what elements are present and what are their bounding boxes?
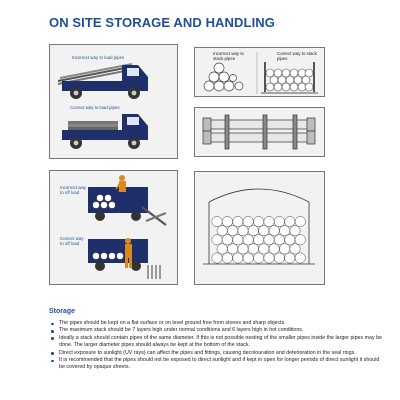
caption-correct-load: Correct way to load pipes — [70, 105, 120, 110]
pipe-cross-section — [217, 226, 227, 236]
storage-guidelines-list — [49, 320, 384, 372]
pipe-cross-section — [243, 235, 253, 245]
pipe-cross-section — [222, 216, 232, 226]
pipe-cross-section — [238, 244, 248, 254]
pipe-cross-section — [279, 244, 289, 254]
pipe-cross-section — [212, 235, 222, 245]
pipe-cross-section — [227, 226, 237, 236]
pipe-cross-section — [253, 235, 263, 245]
pipe-cross-section — [222, 253, 232, 263]
pipe-stacking-figure — [194, 47, 325, 97]
incorrect-load-truck — [58, 64, 148, 99]
pipe-cross-section — [243, 216, 253, 226]
pipe-cross-section — [290, 244, 300, 254]
pipe-cross-section — [253, 253, 263, 263]
truck-loading-figure — [49, 44, 178, 159]
incorrect-offload — [88, 175, 166, 225]
pipe-cross-section — [248, 226, 258, 236]
pipe-cross-section — [233, 235, 243, 245]
caption-incorrect-offload-2: to off load — [60, 190, 80, 195]
caption-incorrect-stack: Incorrect way to stack pipes — [213, 51, 244, 61]
pipe-cross-section — [217, 244, 227, 254]
covered-storage-figure — [194, 171, 325, 285]
pipe-cross-section — [279, 226, 289, 236]
pipe-cross-section — [295, 235, 305, 245]
pipe-cross-section — [222, 235, 232, 245]
caption-correct-stack: Correct way to stack pipes — [277, 51, 317, 61]
caption-incorrect-offload-1: Incorrect way — [60, 185, 87, 190]
incorrect-stack — [204, 63, 243, 91]
offloading-figure — [49, 170, 178, 285]
pipe-cross-section — [295, 253, 305, 263]
caption-incorrect-load: Incorrect way to load pipes — [72, 55, 125, 60]
list-item: The pipes should be kept on a flat surface or on level ground free from stones and sharp objects. — [49, 320, 384, 327]
pipe-cross-section — [274, 235, 284, 245]
correct-offload — [88, 238, 160, 279]
pipe-cross-section — [264, 253, 274, 263]
pipe-cross-section — [259, 226, 269, 236]
sheltered-pipe-stack — [212, 216, 306, 263]
pipe-cross-section — [248, 244, 258, 254]
caption-correct-offload-2: to off load — [60, 241, 80, 246]
list-item: The maximum stack should be 7 layers high under normal conditions and 6 layers high in hot conditions. — [49, 327, 384, 334]
pipe-cross-section — [264, 216, 274, 226]
list-item: Ideally a stack should contain pipes of the same diameter. If this is not possible nesting of the smaller pipes inside the larger pipes may be done. The larger diameter pipes should always be kept at the bottom of the stack. — [49, 335, 384, 350]
pipe-cross-section — [285, 235, 295, 245]
pipe-cross-section — [233, 253, 243, 263]
storage-heading: Storage — [49, 308, 76, 315]
pipe-cross-section — [264, 235, 274, 245]
pipe-cross-section — [269, 226, 279, 236]
pipe-cross-section — [253, 216, 263, 226]
pipe-cross-section — [238, 226, 248, 236]
list-item: Direct exposure to sunlight (UV rays) can affect the pipes and fittings, causing decolouration and deterioration in the seal rings. — [49, 350, 384, 357]
pipe-cross-section — [259, 244, 269, 254]
page-title: ON SITE STORAGE AND HANDLING — [49, 15, 275, 30]
correct-load-truck — [62, 114, 148, 149]
pipe-support-figure — [194, 107, 325, 157]
pipe-cross-section — [285, 216, 295, 226]
pipe-cross-section — [212, 253, 222, 263]
correct-stack — [261, 62, 318, 93]
pipe-cross-section — [233, 216, 243, 226]
pipe-cross-section — [290, 226, 300, 236]
pipe-cross-section — [243, 253, 253, 263]
pipe-cross-section — [212, 216, 222, 226]
pipe-cross-section — [285, 253, 295, 263]
list-item: It is recommended that the pipes should not be exposed to direct sunlight and if kept in open for longer periods of direct sunlight it should be covered by opaque sheets. — [49, 357, 384, 372]
caption-correct-offload-1: Correct way — [60, 236, 84, 241]
pipe-cross-section — [269, 244, 279, 254]
pipe-cross-section — [274, 216, 284, 226]
pipe-cross-section — [295, 216, 305, 226]
pipe-cross-section — [227, 244, 237, 254]
pipe-cross-section — [274, 253, 284, 263]
